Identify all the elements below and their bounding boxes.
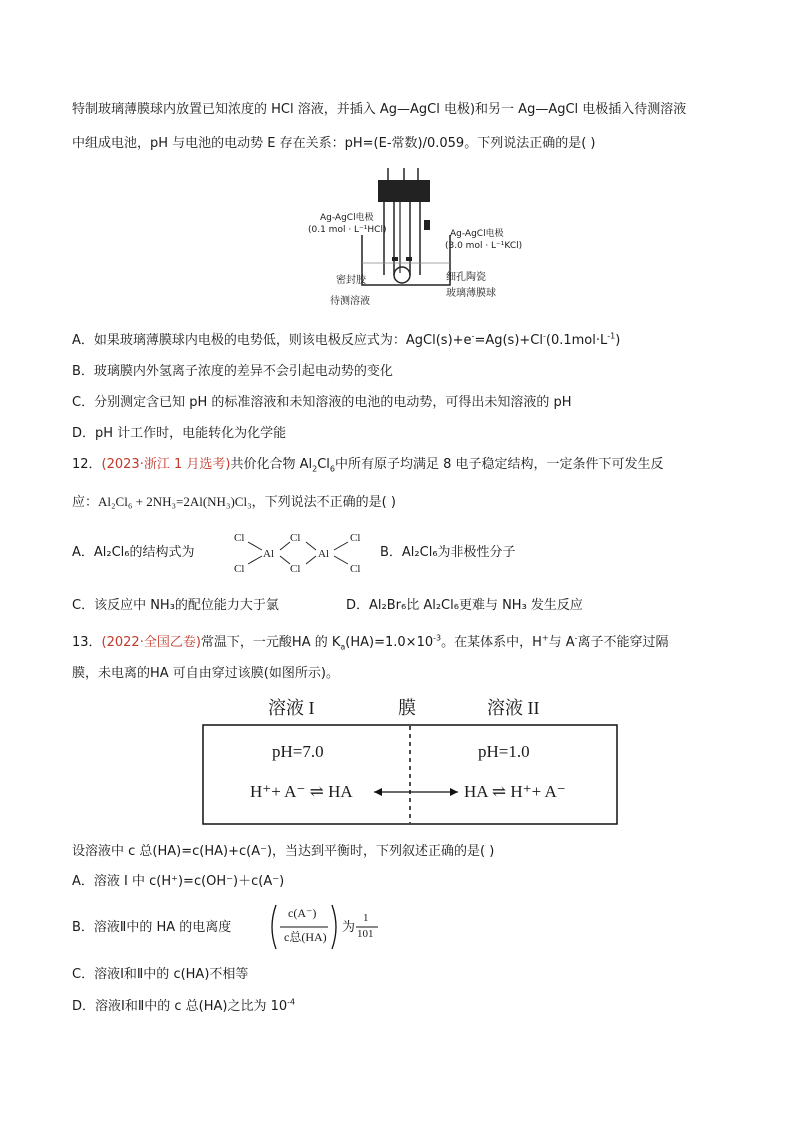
intro-line-1: 特制玻璃薄膜球内放置已知浓度的 HCl 溶液，并插入 Ag—AgCl 电极)和另一 Ag—AgCl 电极插入待测溶液 bbox=[72, 102, 687, 117]
q13-option-b-wei: 为 bbox=[342, 920, 356, 935]
atom-al-1: Al bbox=[263, 548, 274, 560]
q13-option-d: D．溶液Ⅰ和Ⅱ中的 c 总(HA)之比为 $10^{-4}$ bbox=[72, 997, 296, 1014]
q11-option-a: A．如果玻璃薄膜球内电极的电势低，则该电极反应式为：$AgCl(s)+e^-=Ag(s)+Cl^-(0.1mol\cdot L^{-1})$ bbox=[72, 331, 621, 348]
fraction-denominator: c总(HA) bbox=[284, 930, 327, 944]
diagram-solution-1-label: 溶液 I bbox=[268, 698, 315, 718]
diagram-ph-2: pH=1.0 bbox=[478, 742, 530, 761]
q13-stem-line-2: 膜，未电离的HA 可自由穿过该膜(如图所示)。 bbox=[72, 666, 339, 681]
diagram-ph-1: pH=7.0 bbox=[272, 742, 324, 761]
atom-cl-5: Cl bbox=[350, 532, 361, 544]
label-right-electrode: Ag-AgCl电极 bbox=[450, 229, 504, 239]
q12-option-a: A．Al₂Cl₆的结构式为 bbox=[72, 545, 195, 560]
diagram-solution-2-label: 溶液 II bbox=[487, 698, 540, 718]
label-glass-bulb: 玻璃薄膜球 bbox=[446, 288, 496, 299]
diagram-equilibrium-left: H⁺+ A⁻ ⇌ HA bbox=[250, 782, 353, 801]
q12-option-d: D．Al₂Br₆比 Al₂Cl₆更难与 NH₃ 发生反应 bbox=[346, 598, 583, 613]
value-fraction-denominator: 101 bbox=[357, 928, 374, 940]
label-test-solution: 待测溶液 bbox=[330, 296, 370, 307]
membrane-diagram bbox=[202, 724, 618, 826]
label-right-concentration: (3.0 mol · L⁻¹KCl) bbox=[445, 241, 523, 251]
atom-cl-2: Cl bbox=[234, 563, 245, 575]
intro-line-2: 中组成电池，pH 与电池的电动势 E 存在关系：pH=(E-常数)/0.059。下列说法正确的是( ) bbox=[72, 136, 596, 151]
atom-cl-3: Cl bbox=[290, 532, 301, 544]
q12-option-b: B．Al₂Cl₆为非极性分子 bbox=[380, 545, 516, 560]
label-left-concentration: (0.1 mol · L⁻¹HCl) bbox=[308, 225, 387, 235]
q12-stem-line-1: 12．(2023·浙江 1 月选考)共价化合物 $Al_2Cl_6$中所有原子均满足 8 电子稳定结构，一定条件下可发生反 bbox=[72, 457, 664, 474]
fraction-numerator: c(A⁻) bbox=[288, 906, 317, 920]
q12-stem-line-2: 应：Al₂Cl₆ + 2NH₃=2Al(NH₃)Cl₃，下列说法不正确的是( ) bbox=[72, 494, 396, 510]
q12-option-c: C．该反应中 NH₃的配位能力大于氯 bbox=[72, 598, 279, 613]
atom-cl-1: Cl bbox=[234, 532, 245, 544]
q13-option-c: C．溶液Ⅰ和Ⅱ中的 c(HA)不相等 bbox=[72, 967, 249, 982]
diagram-equilibrium-right: HA ⇌ H⁺+ A⁻ bbox=[464, 782, 566, 801]
label-ceramic: 细孔陶瓷 bbox=[446, 272, 486, 283]
label-left-electrode: Ag-AgCl电极 bbox=[320, 213, 374, 223]
q13-stem-line-1: 13．(2022·全国乙卷)常温下，一元酸HA 的 $K_a(HA)=1.0\times 10^{-3}$。在某体系中，H+与 A-离子不能穿过隔 bbox=[72, 633, 669, 652]
atom-cl-4: Cl bbox=[290, 563, 301, 575]
electrode-cap bbox=[378, 180, 430, 202]
q11-option-b: B．玻璃膜内外氢离子浓度的差异不会引起电动势的变化 bbox=[72, 364, 393, 379]
glass-bulb bbox=[394, 267, 410, 283]
diagram-membrane-label: 膜 bbox=[398, 698, 416, 718]
atom-cl-6: Cl bbox=[350, 563, 361, 575]
q11-option-d: D．pH 计工作时，电能转化为化学能 bbox=[72, 426, 287, 441]
q13-option-a: A．溶液 I 中 c(H⁺)=c(OH⁻)＋c(A⁻) bbox=[72, 874, 285, 889]
atom-al-2: Al bbox=[318, 548, 329, 560]
label-seal: 密封胶 bbox=[336, 275, 366, 286]
q13-setup-line: 设溶液中 c 总(HA)=c(HA)+c(A⁻)，当达到平衡时，下列叙述正确的是( ) bbox=[72, 844, 495, 859]
value-fraction-numerator: 1 bbox=[363, 912, 369, 924]
q11-option-c: C．分别测定含已知 pH 的标准溶液和未知溶液的电池的电动势，可得出未知溶液的 pH bbox=[72, 395, 572, 410]
q13-option-b-text: B．溶液Ⅱ中的 HA 的电离度 bbox=[72, 920, 232, 935]
